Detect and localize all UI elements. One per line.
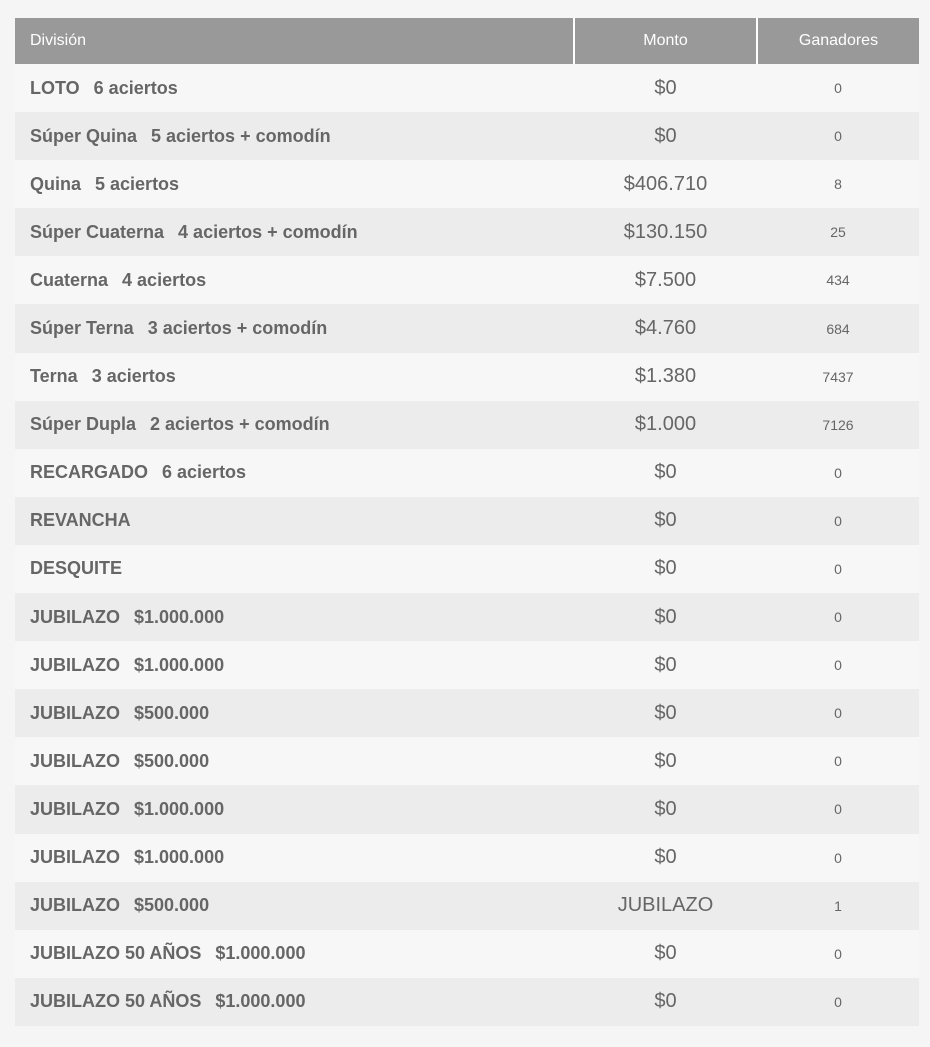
division-name: Súper Quina	[30, 125, 138, 146]
table-header	[15, 18, 919, 64]
division-name: RECARGADO	[30, 462, 149, 483]
table-row	[15, 834, 919, 882]
division-name: Súper Terna	[30, 318, 134, 339]
monto-cell: $0	[654, 797, 677, 820]
results-table	[15, 18, 919, 1026]
division-name: JUBILAZO 50 AÑOS	[30, 943, 202, 964]
division-detail: $1.000.000	[215, 943, 306, 964]
monto-cell: $0	[654, 942, 677, 965]
ganadores-cell: 0	[834, 128, 842, 145]
monto-cell: $0	[654, 653, 677, 676]
division-detail: $1.000.000	[215, 991, 306, 1012]
division-cell	[15, 641, 574, 689]
division-detail: 6 aciertos	[93, 77, 178, 98]
monto-cell: JUBILAZO	[617, 894, 714, 917]
table-row	[15, 882, 919, 930]
division-cell	[15, 256, 574, 304]
ganadores-cell: 434	[826, 272, 850, 289]
table-row	[15, 689, 919, 737]
division-cell	[15, 208, 574, 256]
division-name: JUBILAZO	[30, 798, 120, 819]
ganadores-cell: 684	[826, 320, 850, 337]
ganadores-cell: 0	[834, 464, 842, 481]
division-detail: $1.000.000	[134, 798, 225, 819]
division-cell	[15, 449, 574, 497]
division-cell	[15, 737, 574, 785]
division-cell	[15, 882, 574, 930]
division-detail: 6 aciertos	[162, 462, 247, 483]
division-name: Quina	[30, 173, 82, 194]
monto-cell: $1.380	[634, 365, 697, 388]
division-cell	[15, 160, 574, 208]
division-cell	[15, 64, 574, 112]
division-detail: $500.000	[134, 750, 210, 771]
division-name: JUBILAZO	[30, 895, 120, 916]
division-name: JUBILAZO	[30, 847, 120, 868]
division-name: Súper Cuaterna	[30, 221, 165, 242]
table-row	[15, 304, 919, 352]
header-division: División	[15, 18, 574, 64]
table-row	[15, 785, 919, 833]
division-cell	[15, 304, 574, 352]
division-cell	[15, 930, 574, 978]
division-detail: 2 aciertos + comodín	[150, 414, 330, 435]
monto-cell: $0	[654, 461, 677, 484]
table-row	[15, 256, 919, 304]
ganadores-cell: 0	[834, 609, 842, 626]
table-row	[15, 160, 919, 208]
division-detail: 5 aciertos	[95, 173, 180, 194]
ganadores-cell: 7126	[822, 416, 854, 433]
ganadores-cell: 7437	[822, 368, 854, 385]
division-name: REVANCHA	[30, 510, 131, 531]
division-detail: $1.000.000	[134, 847, 225, 868]
table-row	[15, 497, 919, 545]
table-row	[15, 449, 919, 497]
monto-cell: $0	[654, 749, 677, 772]
table-row	[15, 641, 919, 689]
table-row	[15, 545, 919, 593]
monto-cell: $4.760	[634, 317, 697, 340]
monto-cell: $130.150	[623, 220, 708, 243]
table-body	[15, 64, 919, 1026]
division-cell	[15, 978, 574, 1026]
ganadores-cell: 8	[834, 176, 842, 193]
monto-cell: $406.710	[623, 172, 708, 195]
ganadores-cell: 0	[834, 560, 842, 577]
monto-cell: $0	[654, 846, 677, 869]
division-name: JUBILAZO	[30, 750, 120, 771]
monto-cell: $7.500	[634, 268, 697, 291]
division-name: JUBILAZO	[30, 654, 120, 675]
division-cell	[15, 785, 574, 833]
division-detail: 4 aciertos	[122, 269, 207, 290]
ganadores-cell: 0	[834, 993, 842, 1010]
division-cell	[15, 593, 574, 641]
table-row	[15, 593, 919, 641]
division-cell	[15, 545, 574, 593]
division-cell	[15, 401, 574, 449]
header-ganadores: Ganadores	[757, 18, 919, 64]
division-detail: $500.000	[134, 895, 210, 916]
division-cell	[15, 689, 574, 737]
division-name: JUBILAZO	[30, 702, 120, 723]
division-name: DESQUITE	[30, 558, 123, 579]
division-detail: 5 aciertos + comodín	[151, 125, 331, 146]
monto-cell: $1.000	[634, 413, 697, 436]
monto-cell: $0	[654, 557, 677, 580]
division-cell	[15, 497, 574, 545]
results-table-container	[15, 18, 918, 1026]
monto-cell: $0	[654, 990, 677, 1013]
ganadores-cell: 0	[834, 80, 842, 97]
division-cell	[15, 112, 574, 160]
division-name: Súper Dupla	[30, 414, 137, 435]
division-detail: $500.000	[134, 702, 210, 723]
division-detail: 4 aciertos + comodín	[178, 221, 358, 242]
table-row	[15, 978, 919, 1026]
division-detail: 3 aciertos + comodín	[147, 318, 328, 339]
ganadores-cell: 0	[834, 657, 842, 674]
monto-cell: $0	[654, 701, 677, 724]
division-name: LOTO	[30, 77, 80, 98]
ganadores-cell: 0	[834, 705, 842, 722]
division-name: Terna	[30, 366, 78, 387]
ganadores-cell: 0	[834, 753, 842, 770]
division-cell	[15, 834, 574, 882]
ganadores-cell: 0	[834, 849, 842, 866]
table-row	[15, 353, 919, 401]
monto-cell: $0	[654, 124, 677, 147]
table-row	[15, 401, 919, 449]
division-cell	[15, 353, 574, 401]
monto-cell: $0	[654, 76, 677, 99]
table-row	[15, 64, 919, 112]
table-row	[15, 208, 919, 256]
monto-cell: $0	[654, 509, 677, 532]
ganadores-cell: 1	[834, 897, 842, 914]
table-row	[15, 112, 919, 160]
ganadores-cell: 0	[834, 801, 842, 818]
ganadores-cell: 0	[834, 512, 842, 529]
header-row	[15, 18, 919, 64]
header-monto: Monto	[574, 18, 757, 64]
ganadores-cell: 0	[834, 945, 842, 962]
ganadores-cell: 25	[830, 224, 846, 241]
monto-cell: $0	[654, 605, 677, 628]
division-detail: $1.000.000	[134, 654, 225, 675]
table-row	[15, 737, 919, 785]
division-name: JUBILAZO	[30, 606, 120, 627]
division-detail: $1.000.000	[134, 606, 225, 627]
division-detail: 3 aciertos	[91, 366, 176, 387]
division-name: Cuaterna	[30, 269, 109, 290]
table-row	[15, 930, 919, 978]
division-name: JUBILAZO 50 AÑOS	[30, 991, 202, 1012]
